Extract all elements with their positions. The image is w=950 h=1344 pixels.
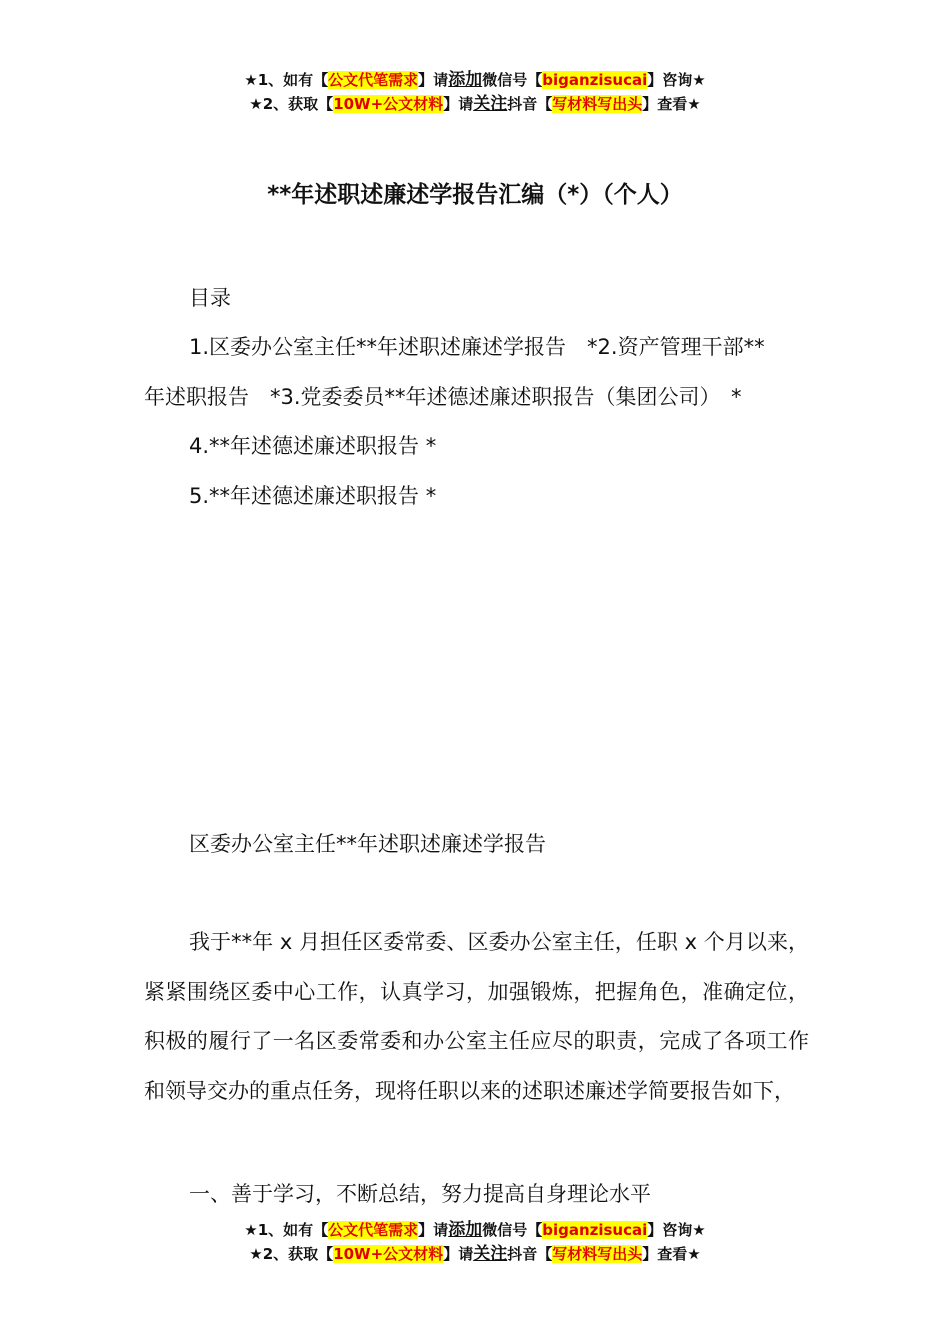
toc-line-3: 4.**年述德述廉述职报告 * [189,434,437,458]
banner-line-2: ★2、获取【10W+公文材料】请关注抖音【写材料写出头】查看★ [249,1244,701,1264]
highlight-ghostwriting: 公文代笔需求 [328,71,419,89]
toc-line-4: 5.**年述德述廉述职报告 * [189,484,437,508]
toc-heading: 目录 [189,286,231,310]
highlight-douyin-account: 写材料写出头 [552,1245,643,1263]
highlight-wechat-id: biganzisucai [542,71,648,89]
section-heading-1: 一、善于学习，不断总结，努力提高自身理论水平 [189,1182,651,1206]
body-text [144,918,809,1116]
banner-line-2: ★2、获取【10W+公文材料】请关注抖音【写材料写出头】查看★ [249,94,701,114]
bottom-banner [0,1218,950,1266]
highlight-ghostwriting: 公文代笔需求 [328,1221,419,1239]
banner-line-1: ★1、如有【公文代笔需求】请添加微信号【biganzisucai】咨询★ [244,1220,706,1240]
section-title: 区委办公室主任**年述职述廉述学报告 [189,832,546,856]
document-title: **年述职述廉述学报告汇编（*）（个人） [267,182,683,208]
highlight-materials: 10W+公文材料 [333,1245,444,1263]
top-banner [0,68,950,116]
paragraph: 我于**年 x 月担任区委常委、区委办公室主任，任职 x 个月以来，紧紧围绕区委中心工作，认真学习，加强锻炼，把握角色，准确定位，积极的履行了一名区委常委和办公室主任应尽的职责，完成了各项工作和领导交办的重点任务，现将任职以来的述职述廉述学简要报告如下， [144,930,809,1103]
highlight-douyin-account: 写材料写出头 [552,95,643,113]
highlight-materials: 10W+公文材料 [333,95,444,113]
highlight-wechat-id: biganzisucai [542,1221,648,1239]
banner-line-1: ★1、如有【公文代笔需求】请添加微信号【biganzisucai】咨询★ [244,70,706,90]
toc-line-1: 1.区委办公室主任**年述职述廉述学报告 *2.资产管理干部** [189,335,765,359]
toc-line-2: 年述职报告 *3.党委委员**年述德述廉述职报告（集团公司） * [144,385,742,409]
